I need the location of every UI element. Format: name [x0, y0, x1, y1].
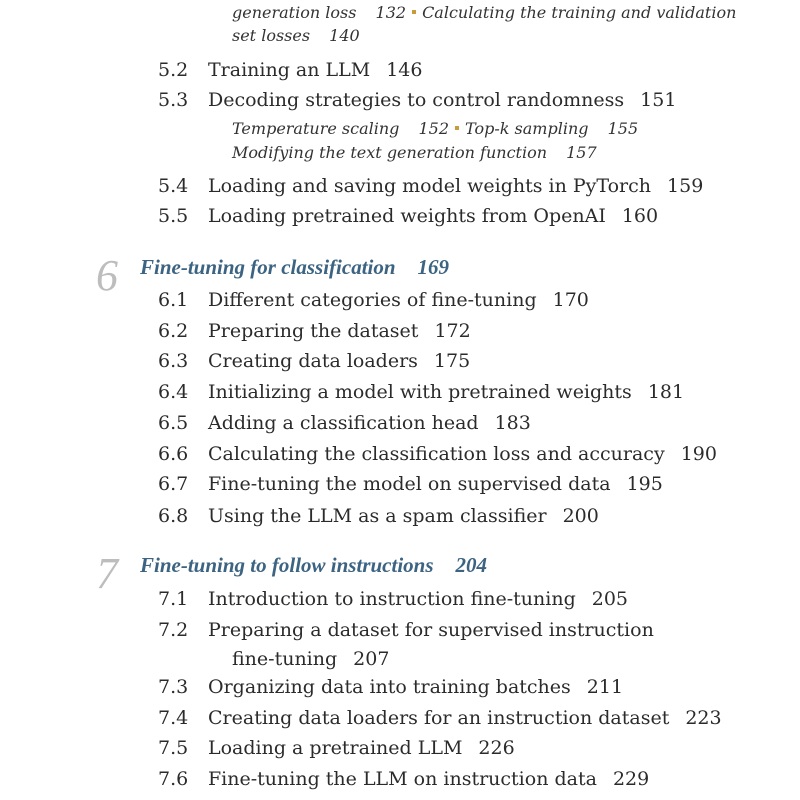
- toc-subsection-line: [232, 24, 360, 48]
- section-title: Loading and saving model weights in PyTorch: [208, 175, 652, 197]
- chapter-title[interactable]: [140, 550, 487, 580]
- section-page: 175: [433, 350, 471, 372]
- section-title: Loading a pretrained LLM: [208, 737, 463, 759]
- toc-subsection-line: [232, 1, 736, 25]
- toc-subsection-line: [232, 141, 597, 165]
- section-title: Different categories of fine-tuning: [208, 289, 537, 311]
- section-page: 190: [680, 443, 717, 465]
- section-number: 6.2: [158, 320, 189, 342]
- section-page: 151: [640, 89, 677, 111]
- section-page: 183: [494, 412, 531, 434]
- subsection-title: Modifying the text generation function: [232, 143, 548, 162]
- section-number: 6.8: [158, 505, 189, 527]
- subsection-page: 155: [607, 119, 639, 138]
- chapter-title-text: Fine-tuning to follow instructions: [140, 553, 434, 577]
- section-page: 205: [591, 588, 628, 610]
- section-number: 6.5: [158, 412, 189, 434]
- section-title: Fine-tuning the model on supervised data: [208, 473, 611, 495]
- section-page: 195: [626, 473, 663, 495]
- section-title: Creating data loaders: [208, 350, 418, 372]
- section-number: 6.4: [158, 381, 189, 403]
- section-page: 200: [562, 505, 599, 527]
- chapter-title[interactable]: [140, 252, 449, 282]
- subsection-title: generation loss: [232, 3, 357, 22]
- subsection-title: Calculating the training and validation: [422, 3, 737, 22]
- section-page: 211: [586, 676, 624, 698]
- section-title: Initializing a model with pretrained weights: [208, 381, 632, 403]
- section-number: 5.5: [158, 205, 189, 227]
- section-number: 7.3: [158, 676, 189, 698]
- section-number: 5.3: [158, 89, 189, 111]
- section-page: 160: [621, 205, 659, 227]
- section-title: Loading pretrained weights from OpenAI: [208, 205, 606, 227]
- subsection-page: 157: [566, 143, 597, 162]
- section-title: Training an LLM: [208, 59, 371, 81]
- section-number: 7.2: [158, 619, 189, 641]
- section-page: 229: [612, 768, 650, 790]
- section-page: 226: [478, 737, 515, 759]
- subsection-title: Top-k sampling: [465, 119, 589, 138]
- chapter-page: 169: [417, 255, 450, 279]
- subsection-title: set losses: [232, 26, 311, 45]
- section-page: 170: [552, 289, 589, 311]
- section-title: Preparing a dataset for supervised instruction: [208, 619, 654, 641]
- section-page: 207: [353, 648, 390, 670]
- section-page: 146: [386, 59, 423, 81]
- chapter-number: 7: [96, 549, 118, 598]
- chapter-page: 204: [455, 553, 488, 577]
- section-page: 181: [647, 381, 685, 403]
- section-title: Creating data loaders for an instruction dataset: [208, 707, 670, 729]
- section-number: 6.7: [158, 473, 189, 495]
- section-page: 172: [434, 320, 471, 342]
- section-title: Organizing data into training batches: [208, 676, 571, 698]
- section-page: 223: [685, 707, 722, 729]
- section-number: 7.5: [158, 737, 189, 759]
- subsection-page: 132: [375, 3, 407, 22]
- section-title: Adding a classification head: [208, 412, 479, 434]
- section-number: 6.6: [158, 443, 189, 465]
- section-number: 7.1: [158, 588, 189, 610]
- section-number: 7.4: [158, 707, 189, 729]
- section-number: 7.6: [158, 768, 189, 790]
- section-title: Fine-tuning the LLM on instruction data: [208, 768, 597, 790]
- subsection-page: 140: [329, 26, 360, 45]
- section-title: Calculating the classification loss and accuracy: [208, 443, 665, 465]
- bullet-separator: [412, 10, 416, 14]
- section-number: 5.4: [158, 175, 189, 197]
- section-title: Introduction to instruction fine-tuning: [208, 588, 576, 610]
- chapter-title-text: Fine-tuning for classification: [140, 255, 396, 279]
- section-number: 5.2: [158, 59, 189, 81]
- bullet-separator: [455, 126, 459, 130]
- section-title-continuation: fine-tuning: [232, 648, 338, 670]
- section-title: Preparing the dataset: [208, 320, 419, 342]
- section-title: Decoding strategies to control randomness: [208, 89, 625, 111]
- section-number: 6.1: [158, 289, 189, 311]
- subsection-page: 152: [418, 119, 450, 138]
- subsection-title: Temperature scaling: [232, 119, 400, 138]
- toc-subsection-line: [232, 117, 638, 141]
- section-number: 6.3: [158, 350, 189, 372]
- chapter-number: 6: [96, 251, 118, 300]
- section-page: 159: [667, 175, 704, 197]
- section-title: Using the LLM as a spam classifier: [208, 505, 547, 527]
